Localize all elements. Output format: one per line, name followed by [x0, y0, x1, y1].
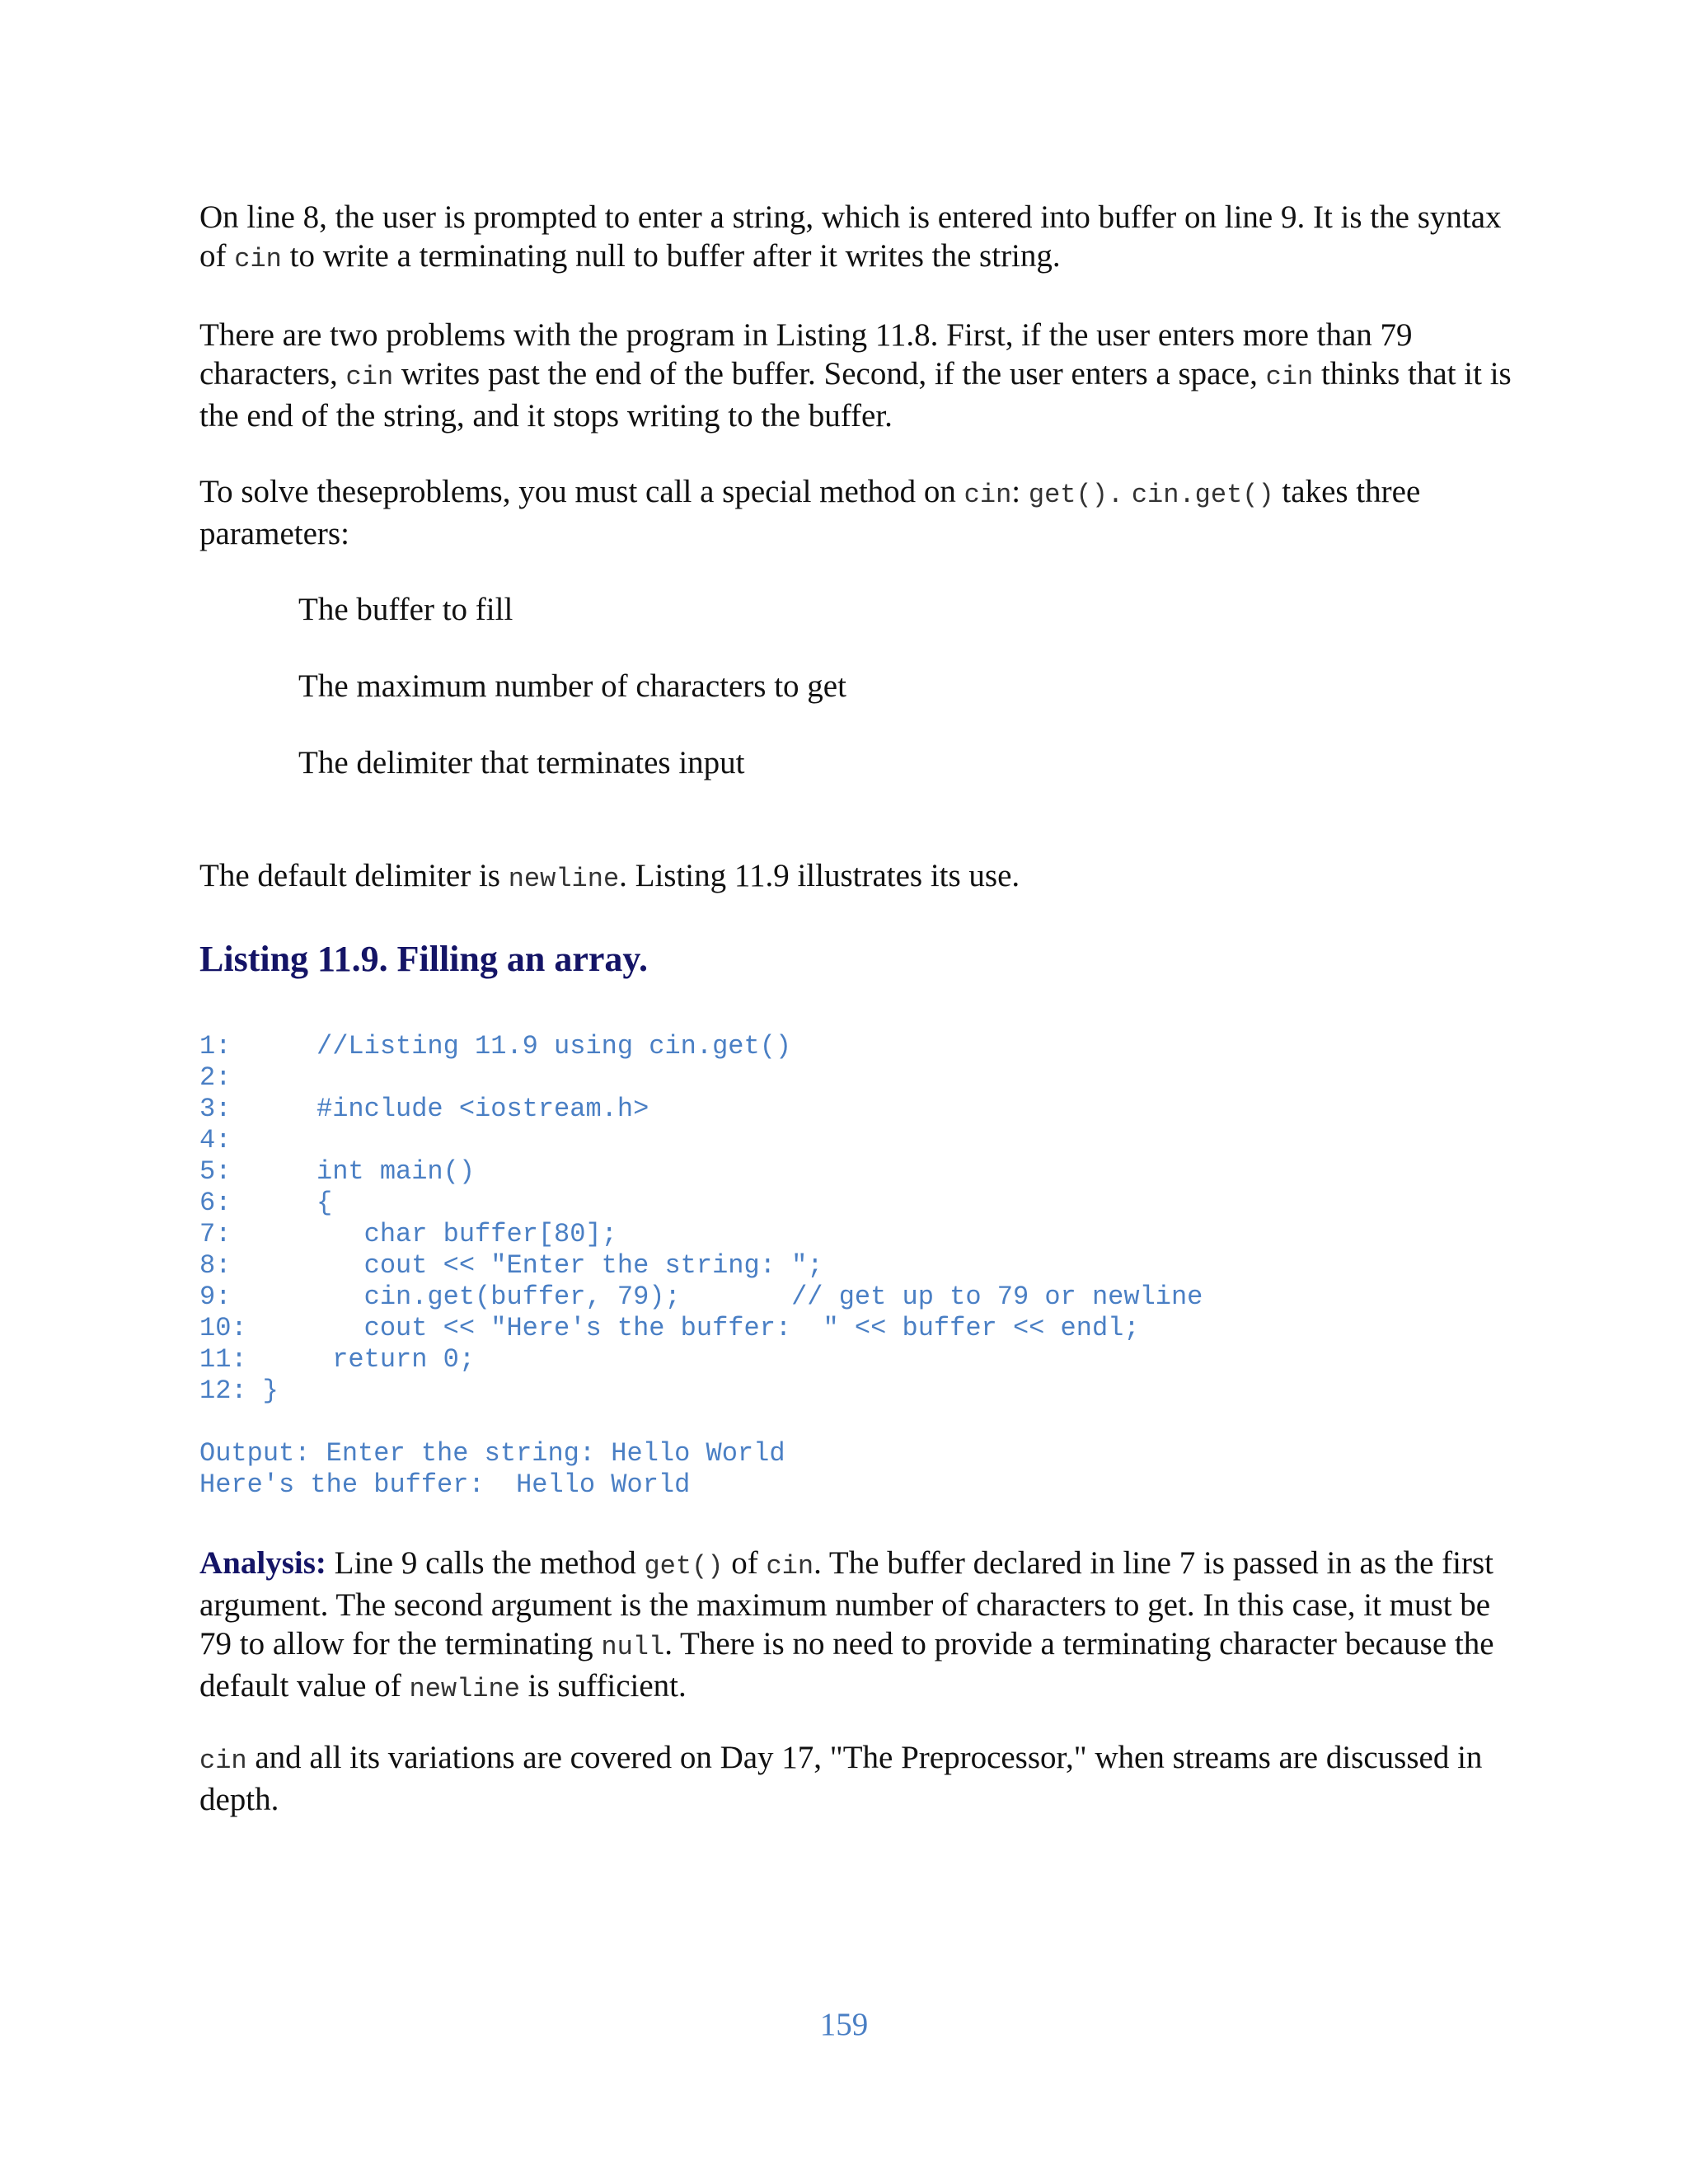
code-text: int main() [316, 1156, 476, 1187]
text: to write a terminating null to buffer after it writes the string. [281, 238, 1061, 274]
analysis-label: Analysis: [199, 1545, 326, 1581]
list-item: The buffer to fill [298, 592, 513, 627]
code-get: get(). [1028, 480, 1124, 510]
code-cin: cin [199, 1746, 247, 1776]
code-text: return 0; [316, 1344, 476, 1375]
paragraph-two-problems [199, 316, 1518, 435]
code-null: null [601, 1632, 665, 1662]
page-number: 159 [819, 2007, 869, 2042]
line-number: 5: [199, 1156, 232, 1187]
text: of [723, 1545, 767, 1581]
paragraph-cin-prompt [199, 198, 1518, 279]
code-newline: newline [409, 1674, 520, 1704]
code-line [199, 1094, 1518, 1125]
code-cin-get: cin.get() [1131, 480, 1274, 510]
code-text: cin.get(buffer, 79); // get up to 79 or newline [316, 1282, 1203, 1312]
text: thinks that it is the end of the string, and it stops writing to the buffer. [199, 356, 1512, 434]
line-number: 8: [199, 1250, 232, 1281]
text: . The buffer declared in line 7 is passed in as the first argument. The second argument is the maximum number of characters to get. In this case, it must be 79 to allow for the terminating [199, 1545, 1493, 1661]
line-number: 12: [199, 1376, 247, 1406]
text: : [1011, 474, 1029, 509]
line-number: 4: [199, 1125, 232, 1155]
code-line [199, 1282, 1518, 1313]
code-line [199, 1062, 1518, 1094]
document-page [199, 198, 1518, 1819]
line-number: 7: [199, 1219, 232, 1249]
code-line [199, 1219, 1518, 1250]
program-output [199, 1438, 1518, 1501]
output-line: Here's the buffer: Hello World [199, 1469, 691, 1500]
text: On line 8, the user is prompted to enter a string, which is entered into buffer on line 9. It is the syntax of [199, 199, 1502, 274]
code-line [199, 1031, 1518, 1062]
text: Line 9 calls the method [326, 1545, 645, 1581]
text: . There is no need to provide a terminating character because the default value of [199, 1626, 1494, 1704]
code-cin: cin [234, 244, 282, 274]
paragraph-default-delimiter [199, 856, 1518, 898]
text [1123, 474, 1132, 509]
text: . Listing 11.9 illustrates its use. [619, 858, 1020, 893]
line-number: 1: [199, 1031, 232, 1062]
code-text: cout << "Here's the buffer: " << buffer << endl; [316, 1313, 1140, 1343]
line-number: 11: [199, 1344, 247, 1375]
code-text: //Listing 11.9 using cin.get() [316, 1031, 792, 1062]
code-line [199, 1156, 1518, 1188]
line-number: 2: [199, 1062, 232, 1093]
text: writes past the end of the buffer. Second, if the user enters a space, [393, 356, 1266, 391]
paragraph-closing [199, 1738, 1518, 1819]
line-number: 6: [199, 1188, 232, 1218]
code-line [199, 1125, 1518, 1156]
listing-heading: Listing 11.9. Filling an array. [199, 939, 648, 979]
code-text: } [262, 1376, 279, 1406]
line-number: 3: [199, 1094, 232, 1124]
code-text: #include <iostream.h> [316, 1094, 649, 1124]
code-text: cout << "Enter the string: "; [316, 1250, 823, 1281]
text: and all its variations are covered on Day 17, "The Preprocessor," when streams are discussed in depth. [199, 1740, 1483, 1817]
code-line [199, 1188, 1518, 1219]
list-item: The delimiter that terminates input [298, 745, 745, 780]
text: is sufficient. [519, 1668, 687, 1704]
code-cin: cin [964, 480, 1012, 510]
code-text: { [316, 1188, 333, 1218]
code-line [199, 1344, 1518, 1376]
code-text: char buffer[80]; [316, 1219, 617, 1249]
code-cin: cin [1265, 362, 1314, 392]
code-cin: cin [345, 362, 394, 392]
text: There are two problems with the program in Listing 11.8. First, if the user enters more than 79 characters, [199, 317, 1413, 391]
text: takes three parameters: [199, 474, 1421, 551]
code-line [199, 1250, 1518, 1282]
output-line: Output: Enter the string: Hello World [199, 1438, 785, 1469]
code-line [199, 1376, 1518, 1407]
paragraph-analysis [199, 1544, 1518, 1708]
code-listing [199, 1031, 1518, 1407]
code-cin: cin [766, 1551, 814, 1582]
code-get: get() [644, 1551, 724, 1582]
text: To solve theseproblems, you must call a special method on [199, 474, 964, 509]
code-line [199, 1313, 1518, 1344]
list-item: The maximum number of characters to get [298, 668, 846, 704]
line-number: 10: [199, 1313, 247, 1343]
paragraph-solve-problems [199, 472, 1518, 553]
code-newline: newline [508, 864, 620, 894]
text: The default delimiter is [199, 858, 509, 893]
line-number: 9: [199, 1282, 232, 1312]
